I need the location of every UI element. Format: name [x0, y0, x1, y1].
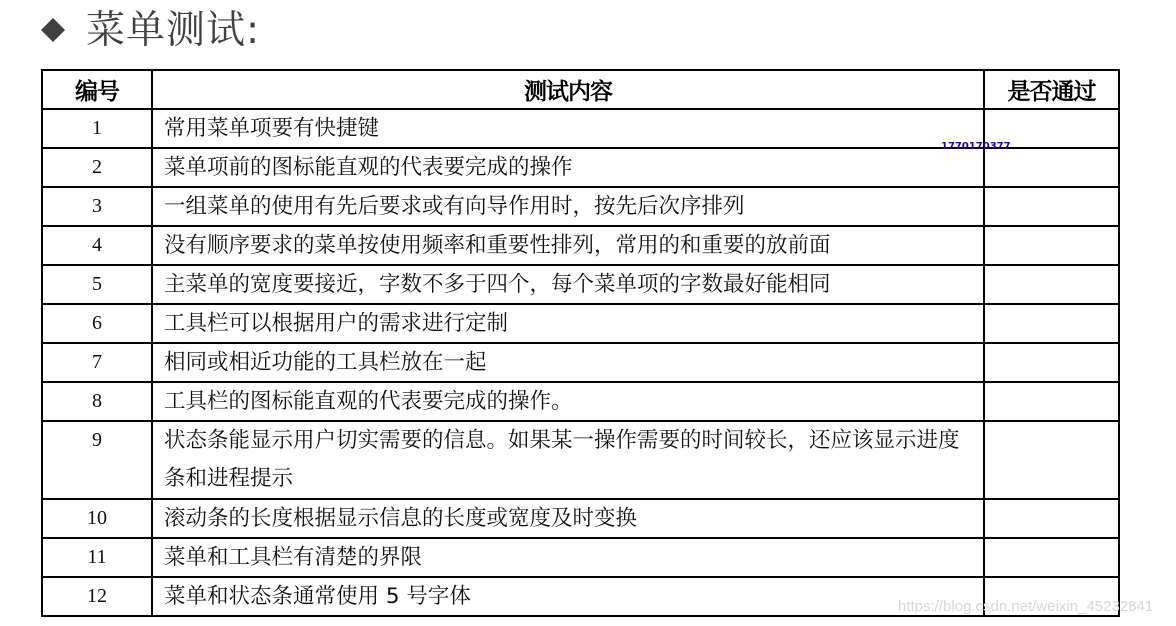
row-number: 2: [42, 148, 152, 187]
header-test-content: 测试内容: [152, 70, 984, 109]
row-content: 滚动条的长度根据显示信息的长度或宽度及时变换: [152, 499, 984, 538]
id-stamp: 1770170377: [941, 141, 1011, 152]
page-title: 菜单测试:: [86, 7, 261, 53]
row-number: 10: [42, 499, 152, 538]
row-content: 菜单和工具栏有清楚的界限: [152, 538, 984, 577]
row-content: 工具栏可以根据用户的需求进行定制: [152, 304, 984, 343]
table-row: [42, 187, 1119, 226]
header-number: 编号: [42, 70, 152, 109]
row-number: 3: [42, 187, 152, 226]
row-pass-cell: [984, 499, 1119, 538]
row-number: 7: [42, 343, 152, 382]
row-pass-cell: [984, 187, 1119, 226]
header-pass: 是否通过: [984, 70, 1119, 109]
row-pass-cell: [984, 382, 1119, 421]
row-pass-cell: [984, 304, 1119, 343]
row-pass-cell: [984, 343, 1119, 382]
row-number: 6: [42, 304, 152, 343]
table-header-row: [42, 70, 1119, 109]
table-row: [42, 265, 1119, 304]
row-content: 没有顺序要求的菜单按使用频率和重要性排列，常用的和重要的放前面: [152, 226, 984, 265]
row-content: 相同或相近功能的工具栏放在一起: [152, 343, 984, 382]
row-pass-cell: [984, 538, 1119, 577]
diamond-bullet-icon: [40, 17, 66, 43]
row-number: 5: [42, 265, 152, 304]
watermark: https://blog.csdn.net/weixin_45232841: [898, 598, 1154, 615]
table-row: [42, 304, 1119, 343]
table-row: [42, 226, 1119, 265]
row-number: 8: [42, 382, 152, 421]
row-content: 状态条能显示用户切实需要的信息。如果某一操作需要的时间较长，还应该显示进度条和进程提示: [152, 421, 984, 499]
slide-title: [40, 4, 260, 56]
row-content: 菜单项前的图标能直观的代表要完成的操作: [152, 148, 984, 187]
row-pass-cell: [984, 421, 1119, 499]
table-row: [42, 538, 1119, 577]
row-content: 工具栏的图标能直观的代表要完成的操作。: [152, 382, 984, 421]
table-row: [42, 382, 1119, 421]
table-row: [42, 148, 1119, 187]
row-number: 9: [42, 421, 152, 499]
row-number: 4: [42, 226, 152, 265]
table-row: [42, 343, 1119, 382]
row-content: 主菜单的宽度要接近，字数不多于四个，每个菜单项的字数最好能相同: [152, 265, 984, 304]
row-pass-cell: [984, 226, 1119, 265]
row-content: 菜单和状态条通常使用 5 号字体: [152, 577, 984, 616]
row-number: 11: [42, 538, 152, 577]
table-row: [42, 499, 1119, 538]
row-pass-cell: [984, 148, 1119, 187]
row-content: 常用菜单项要有快捷键: [152, 109, 984, 148]
row-content: 一组菜单的使用有先后要求或有向导作用时，按先后次序排列: [152, 187, 984, 226]
row-number: 1: [42, 109, 152, 148]
row-pass-cell: [984, 265, 1119, 304]
table-row: [42, 421, 1119, 499]
row-number: 12: [42, 577, 152, 616]
